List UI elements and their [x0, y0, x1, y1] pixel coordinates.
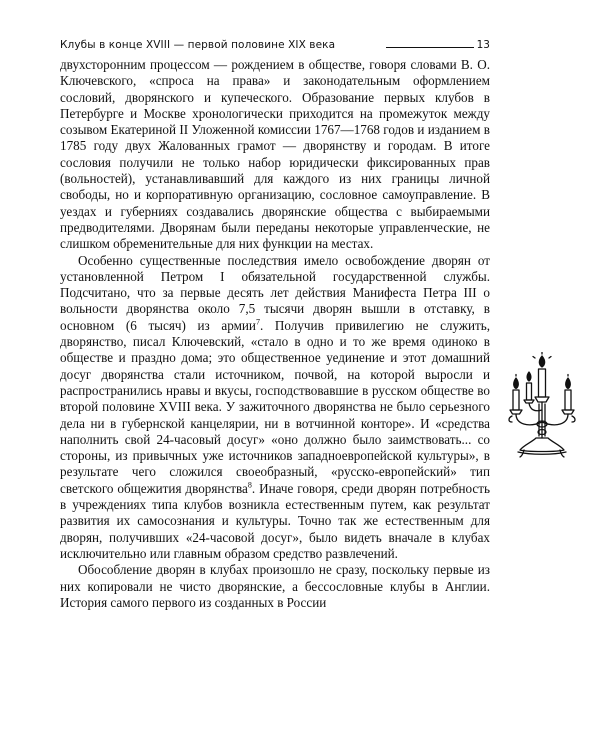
candelabra-icon — [502, 352, 582, 460]
paragraph-2-text-c: . Иначе говоря, среди дворян потребность в учреждениях типа клубов возникла естественным путем, как результат развития их самосознания и культуры. Точно так же естественным для дворян, получивших «24-часовой досуг», было видеть вначале в клубах исключительно или главным образом средство развлечений. — [60, 480, 490, 561]
body-text — [60, 57, 490, 611]
paragraph-1 — [60, 57, 490, 253]
paragraph-3-text: Обособление дворян в клубах произошло не сразу, поскольку первые из них копировали не чисто дворянские, а бессословные клубы в Англии. История самого первого из созданных в России — [60, 562, 490, 610]
paragraph-3 — [60, 562, 490, 611]
footnote-ref-8: 8 — [247, 480, 252, 490]
paragraph-2-text-b: . Получив привилегию не служить, дворянство, писал Ключевский, «стало в одно и то же время одиноко в обществе и праздно дома; это общественное уединение и этот домашний досуг дворянства стали источником, почвой, на которой выросли и распространились нравы и вкусы, господствовавшие в русском обществе во второй половине XVIII века. У зажиточного дворянства не было серьезного дела ни в губернской канцелярии, ни в вотчинной конторе». И «средства наполнить свой 24-часовый досуг» «оно должно было заимствовать... со стороны, из привычных уже источников западноевропейской культуры», в результате чего сложился своеобразный, «русско-европейский» тип светского общежития дворянства — [60, 317, 490, 496]
paragraph-2-text-a: Особенно существенные последствия имело освобождение дворян от установленной Петром I обязательной государственной службы. Подсчитано, что за первые десять лет действия Манифеста Петра III о вольности дворянства около 7,5 тысячи дворян вышли в отставку, в основном (6 тысяч) из армии — [60, 252, 490, 333]
paragraph-1-text: двухсторонним процессом — рождением в обществе, говоря словами В. О. Ключевского, «спроса на права» и законодательным оформлением сословий, дворянского и купеческого. Образование первых клубов в Петербурге и Москве хронологически приходится на промежуток между созывом Екатериной II Уложенной комиссии 1767—1768 годов и изданием в 1785 году двух Жалованных грамот — дворянству и городам. В итоге сословия получили не только набор юридически фиксированных прав (вольностей), устанавливавший для каждого из них границы личной свободы, но и корпоративную организацию, сословное самоуправление. В уездах и губерниях создавались дворянские общества с выбираемыми предводителями. Дворянам были переданы некоторые управленческие, не слишком обременительные для них функции на местах. — [60, 57, 490, 252]
page-number: 13 — [476, 39, 490, 51]
footnote-ref-7: 7 — [255, 317, 260, 327]
paragraph-2 — [60, 253, 490, 563]
header-rule — [386, 47, 474, 48]
running-title: Клубы в конце XVIII — первой половине XIX века — [60, 39, 336, 51]
running-header — [60, 39, 490, 53]
